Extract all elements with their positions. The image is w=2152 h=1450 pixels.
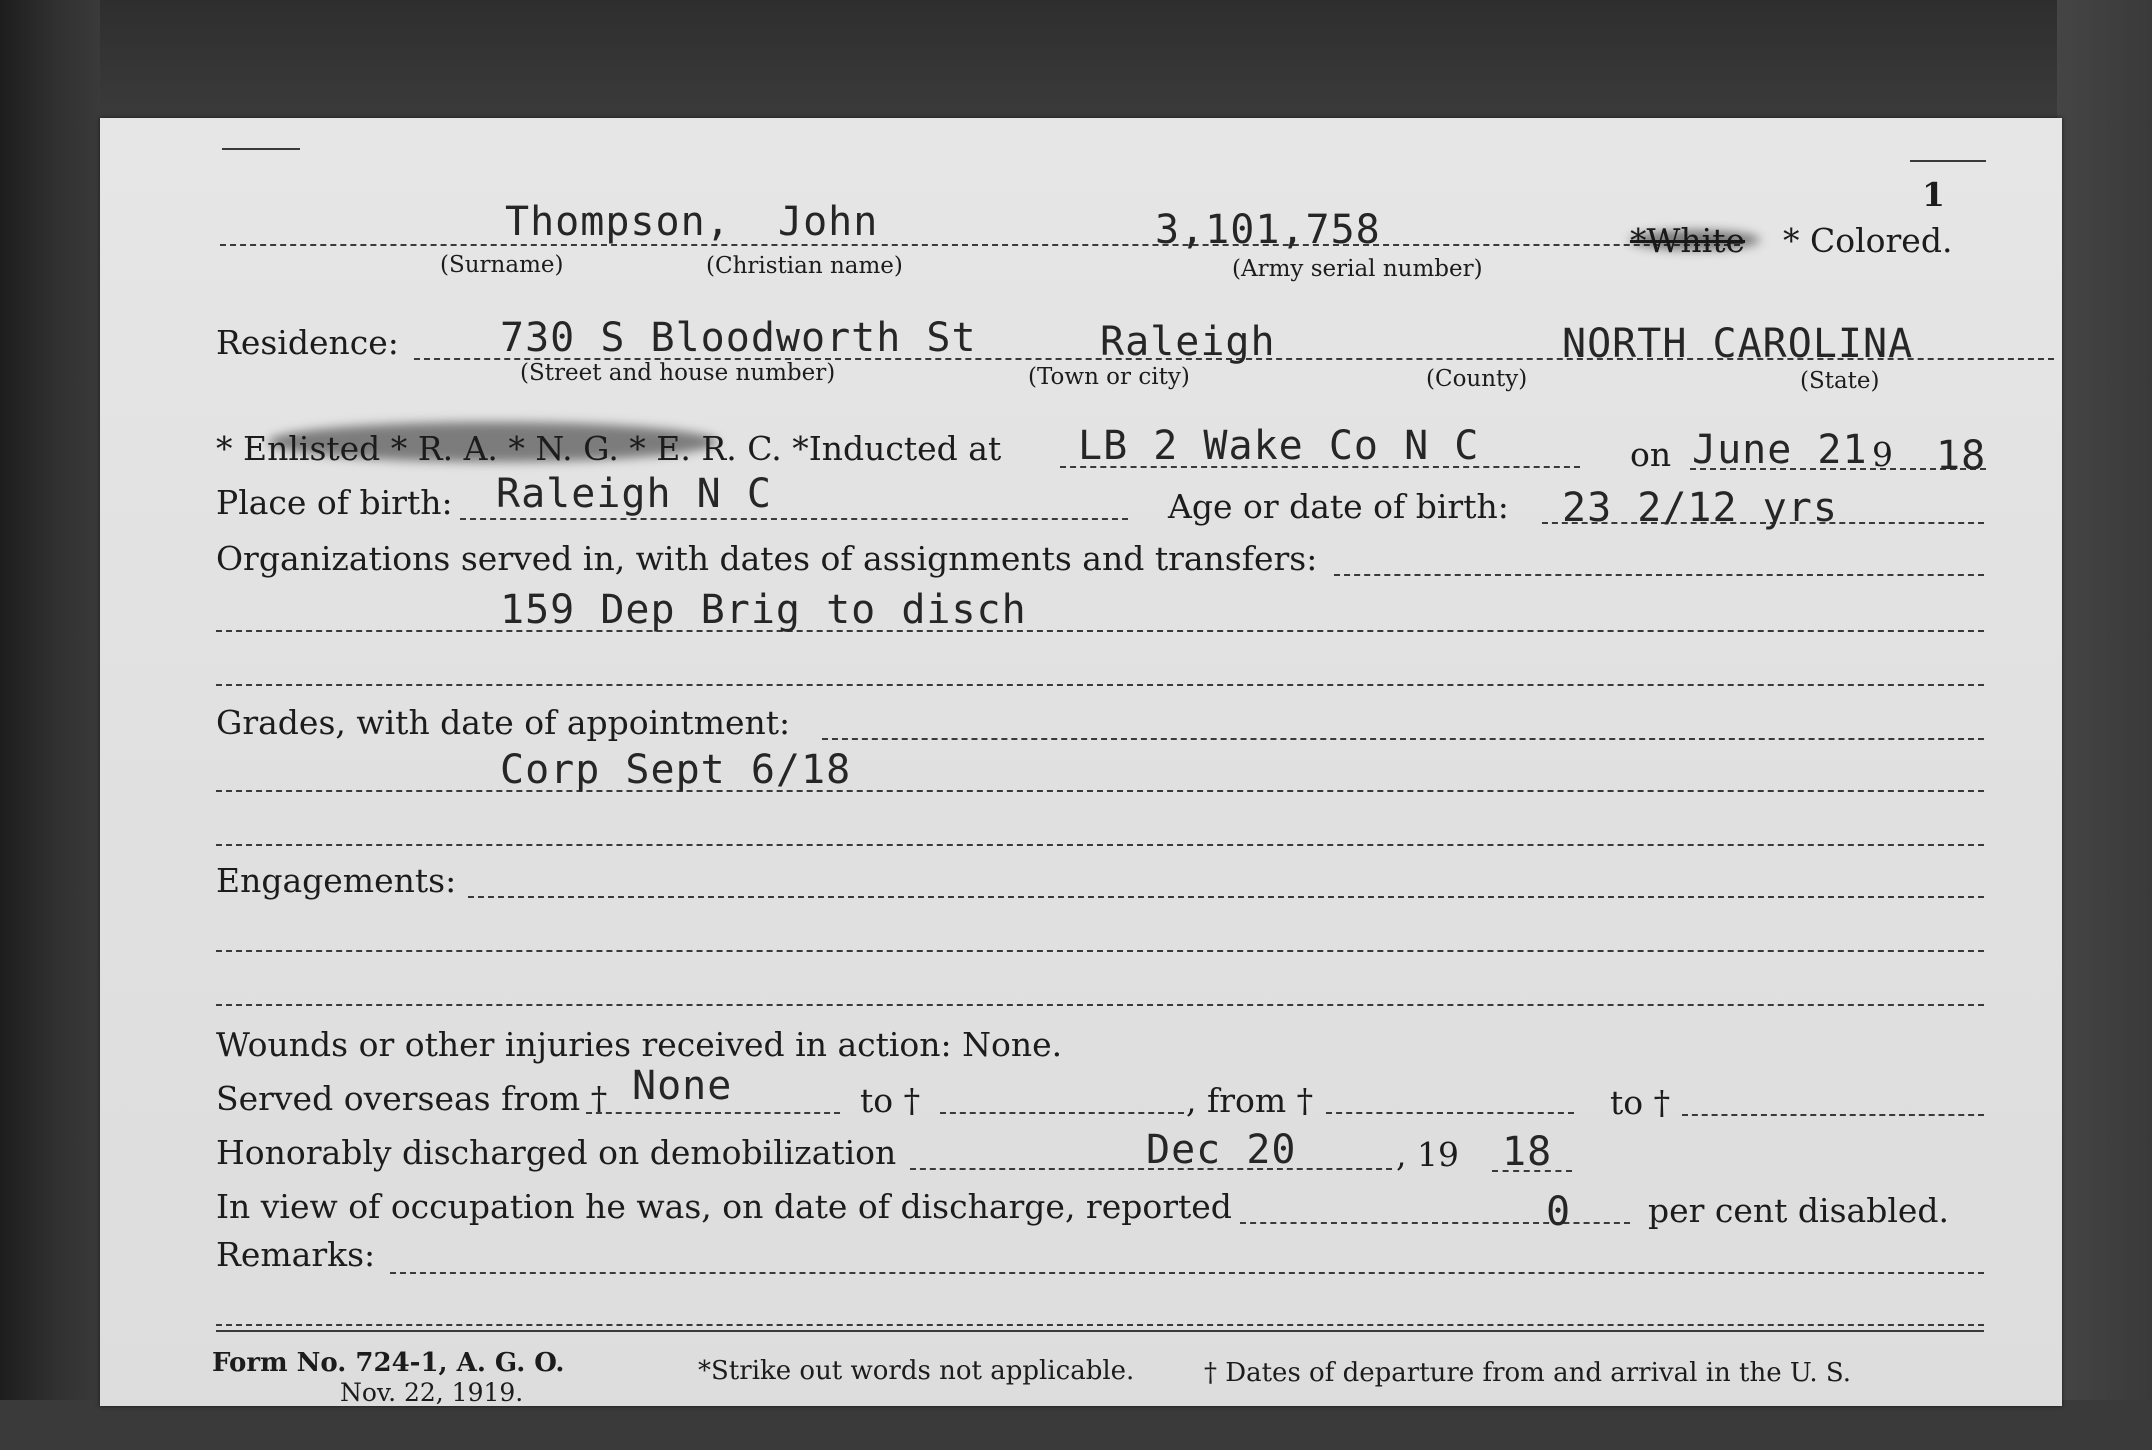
birth-place-label: Place of birth: bbox=[216, 483, 453, 522]
overseas-from-line bbox=[586, 1112, 840, 1114]
scan-background-left bbox=[0, 0, 100, 1450]
disability-percent-value: 0 bbox=[1546, 1189, 1572, 1235]
card-number: 1 bbox=[1922, 175, 1945, 214]
caption-county: (County) bbox=[1426, 366, 1528, 392]
residence-label: Residence: bbox=[216, 323, 399, 362]
organizations-line-1 bbox=[1334, 574, 1984, 576]
organizations-label: Organizations served in, with dates of assignments and transfers: bbox=[216, 539, 1318, 578]
remarks-line-2 bbox=[216, 1324, 1984, 1326]
overseas-from2-line bbox=[1326, 1112, 1574, 1114]
age-value: 23 2/12 yrs bbox=[1562, 485, 1838, 531]
card-number-rule bbox=[1910, 160, 1986, 162]
year-prefix: 9 bbox=[1872, 435, 1893, 474]
grades-value: Corp Sept 6/18 bbox=[500, 747, 852, 793]
caption-christian-name: (Christian name) bbox=[706, 253, 903, 279]
remarks-label: Remarks: bbox=[216, 1235, 376, 1274]
grades-label: Grades, with date of appointment: bbox=[216, 703, 791, 742]
discharge-date-value: Dec 20 bbox=[1146, 1127, 1297, 1173]
strike-note: *Strike out words not applicable. bbox=[698, 1356, 1135, 1386]
christian-name-value: John bbox=[778, 199, 879, 245]
discharge-year-label: , 19 bbox=[1396, 1135, 1459, 1174]
discharge-year-value: 18 bbox=[1502, 1129, 1553, 1175]
remarks-line-1 bbox=[390, 1272, 1984, 1274]
scan-background-bottom bbox=[0, 1400, 2152, 1450]
form-date: Nov. 22, 1919. bbox=[340, 1378, 524, 1407]
residence-street-value: 730 S Bloodworth St bbox=[500, 315, 977, 361]
discharge-label: Honorably discharged on demobilization bbox=[216, 1133, 897, 1172]
serial-value: 3,101,758 bbox=[1155, 207, 1381, 253]
organizations-value: 159 Dep Brig to disch bbox=[500, 587, 1027, 633]
overseas-from-value: None bbox=[632, 1063, 733, 1109]
service-record-card bbox=[100, 118, 2062, 1406]
caption-state: (State) bbox=[1800, 368, 1880, 394]
header-rule bbox=[222, 148, 300, 150]
enlist-date-value: June 21 bbox=[1692, 427, 1868, 473]
strike-smudge bbox=[1630, 230, 1760, 250]
dates-note: † Dates of departure from and arrival in the U. S. bbox=[1204, 1358, 1852, 1388]
engagements-label: Engagements: bbox=[216, 861, 457, 900]
caption-street: (Street and house number) bbox=[520, 360, 836, 386]
overseas-to2-line bbox=[1682, 1114, 1984, 1116]
birth-place-value: Raleigh N C bbox=[496, 471, 772, 517]
age-label: Age or date of birth: bbox=[1168, 487, 1509, 526]
scan-background-top bbox=[0, 0, 2152, 120]
grades-line-2 bbox=[216, 790, 1984, 792]
inducted-place-value: LB 2 Wake Co N C bbox=[1078, 423, 1480, 469]
overseas-to-label: to † bbox=[860, 1081, 921, 1120]
overseas-to2-label: to † bbox=[1610, 1083, 1671, 1122]
engagements-line-1 bbox=[468, 896, 1984, 898]
residence-city-value: Raleigh bbox=[1100, 319, 1276, 365]
organizations-line-3 bbox=[216, 684, 1984, 686]
wounds-label: Wounds or other injuries received in action: None. bbox=[216, 1025, 1063, 1064]
enlisted-label: * Enlisted * R. A. * N. G. * E. R. C. *Inducted at bbox=[216, 429, 1002, 468]
overseas-from-label: Served overseas from † bbox=[216, 1079, 608, 1118]
overseas-to-line bbox=[940, 1112, 1184, 1114]
engagements-line-3 bbox=[216, 1004, 1984, 1006]
on-label: on bbox=[1630, 435, 1672, 474]
grades-line-1 bbox=[822, 738, 1984, 740]
caption-town: (Town or city) bbox=[1028, 364, 1190, 390]
footer-rule bbox=[216, 1330, 1984, 1332]
occupation-line bbox=[1240, 1222, 1630, 1224]
residence-state-value: NORTH CAROLINA bbox=[1562, 321, 1914, 367]
form-number: Form No. 724-1, A. G. O. bbox=[212, 1348, 565, 1378]
surname-value: Thompson, bbox=[505, 199, 731, 245]
disability-suffix: per cent disabled. bbox=[1648, 1191, 1950, 1230]
overseas-from2-label: , from † bbox=[1186, 1081, 1314, 1120]
caption-serial-number: (Army serial number) bbox=[1232, 256, 1483, 282]
enlist-year-value: 18 bbox=[1936, 433, 1987, 479]
occupation-label: In view of occupation he was, on date of discharge, reported bbox=[216, 1187, 1232, 1226]
organizations-line-2 bbox=[216, 630, 1984, 632]
name-line bbox=[220, 244, 1740, 246]
scan-background-right bbox=[2057, 0, 2152, 1450]
race-colored: * Colored. bbox=[1783, 221, 1953, 260]
caption-surname: (Surname) bbox=[440, 252, 564, 278]
birth-place-line bbox=[460, 518, 1128, 520]
grades-line-3 bbox=[216, 844, 1984, 846]
engagements-line-2 bbox=[216, 950, 1984, 952]
